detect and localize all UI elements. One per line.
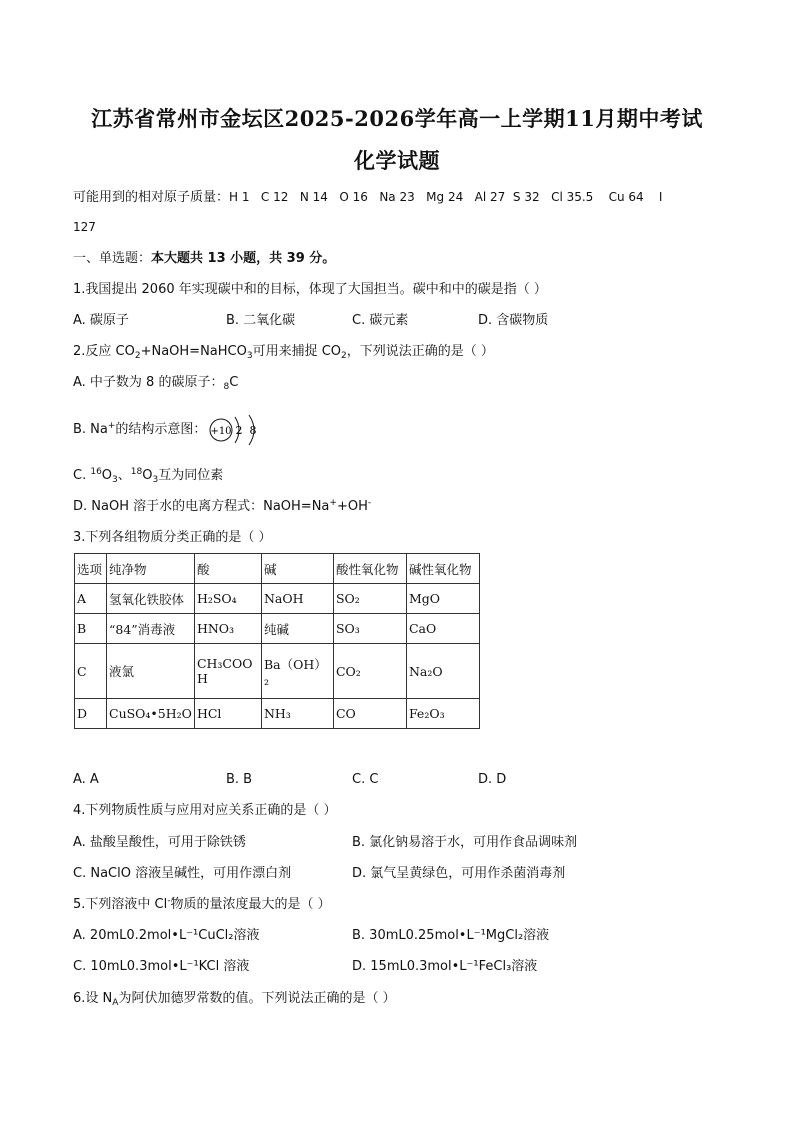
q2-c-sub: 3 [152,475,159,485]
question-2-stem [73,343,494,361]
q5-stem-part: 物质的量浓度最大的是（ ） [170,897,331,912]
q2-a-text: A. 中子数为 8 的碳原子： [73,375,224,390]
table-row [75,699,480,729]
q3-option-b: B. B [226,772,253,787]
q6-stem-part: 6.设 N [73,991,113,1006]
q3-option-d: D. D [478,772,507,787]
table-cell: HCl [194,699,261,729]
q4-option-d: D. 氯气呈黄绿色，可用作杀菌消毒剂 [352,866,566,881]
table-cell: CO₂ [333,644,406,699]
q2-d-sup: - [367,498,372,508]
q3-option-a: A. A [73,772,99,787]
table-cell: SO₃ [333,614,406,644]
q5-stem-sup: - [167,896,171,906]
q2-c-rest: 互为同位素 [158,468,224,483]
q2-d-sup: + [329,498,337,508]
table-cell: CuSO₄•5H₂O [107,699,195,729]
q1-option-b: B. 二氧化碳 [226,313,296,328]
question-1-stem: 1.我国提出 2060 年实现碳中和的目标，体现了大国担当。碳中和中的碳是指（ ） [73,282,547,297]
question-6-stem [73,990,396,1008]
q2-stem-part: +NaOH=NaHCO [140,344,247,359]
table-cell: CaO [406,614,479,644]
table-cell: A [75,584,107,614]
table-cell: Ba（OH）₂ [261,644,333,699]
q3-option-c: C. C [352,772,379,787]
q2-c-o: O [101,468,113,483]
na-ion-structure-diagram [208,412,268,448]
table-cell: 纯碱 [261,614,333,644]
table-cell: “84”消毒液 [107,614,195,644]
atomic-masses-values: H 1 C 12 N 14 O 16 Na 23 Mg 24 Al 27 S 32 Cl 35.5 Cu 64 I [229,190,663,204]
table-row [75,584,480,614]
atomic-masses-label: 可能用到的相对原子质量： [73,190,230,205]
table-row [75,644,480,699]
exam-subtitle: 化学试题 [354,148,440,173]
q2-c-sup: 16 [90,467,102,477]
q2-b-text: 的结构示意图： [115,422,207,437]
table-header-cell: 酸性氧化物 [333,554,406,584]
q2-option-a [73,374,238,392]
q2-d-text: D. NaOH 溶于水的电离方程式：NaOH=Na [73,499,330,514]
q2-c-sup: 18 [130,467,143,477]
table-cell: CH₃COOH [194,644,261,699]
q6-stem-sub: A [112,998,119,1008]
q1-option-c: C. 碳元素 [352,313,409,328]
q2-stem-part: ，下列说法正确的是（ ） [346,344,494,359]
table-cell: B [75,614,107,644]
table-cell: NH₃ [261,699,333,729]
q2-option-c [73,467,223,485]
classification-table [74,553,480,729]
q2-c-prefix: C. [73,468,91,483]
table-cell: CO [333,699,406,729]
q2-a-symbol: C [229,375,239,390]
nucleus-charge: +10 [210,426,232,437]
q5-option-d: D. 15mL0.3mol•L⁻¹FeCl₃溶液 [352,959,538,974]
table-cell: HNO₃ [194,614,261,644]
exam-title: 江苏省常州市金坛区2025-2026学年高一上学期11月期中考试 [91,106,703,131]
q4-option-c: C. NaClO 溶液呈碱性，可用作漂白剂 [73,866,292,881]
table-cell: NaOH [261,584,333,614]
table-header-row [75,554,480,584]
table-cell: SO₂ [333,584,406,614]
q5-stem-part: 5.下列溶液中 Cl [73,897,168,912]
table-cell: C [75,644,107,699]
q2-option-b [73,421,206,439]
q2-b-text: B. Na [73,422,108,437]
table-cell: MgO [406,584,479,614]
table-header-cell: 酸 [194,554,261,584]
q5-option-b: B. 30mL0.25mol•L⁻¹MgCl₂溶液 [352,928,550,943]
table-header-cell: 碱 [261,554,333,584]
q1-option-a: A. 碳原子 [73,313,129,328]
q2-sub: 2 [341,351,347,361]
q5-option-c: C. 10mL0.3mol•L⁻¹KCl 溶液 [73,959,250,974]
question-4-stem: 4.下列物质性质与应用对应关系正确的是（ ） [73,803,337,818]
section-text: 本大题共 13 小题，共 39 分。 [151,251,336,266]
q6-stem-part: 为阿伏加德罗常数的值。下列说法正确的是（ ） [118,991,396,1006]
q4-option-b: B. 氯化钠易溶于水，可用作食品调味剂 [352,835,578,850]
q2-c-o: O [142,468,153,483]
q2-stem-part: 2.反应 CO [73,344,135,359]
atomic-masses-cont: 127 [73,220,96,234]
section-prefix: 一、单选题： [73,251,152,266]
q2-sub: 3 [246,351,253,361]
table-cell: Na₂O [406,644,479,699]
q2-option-d [73,498,371,516]
question-5-stem [73,896,331,914]
q2-d-text: +OH [336,499,368,514]
table-row [75,614,480,644]
shell-1-electrons: 2 [235,424,243,437]
section-heading [73,250,335,268]
table-header-cell: 纯净物 [107,554,195,584]
atomic-masses-line [73,188,662,207]
q2-c-sep: 、 [117,468,131,483]
q2-a-sub: 8 [223,382,230,392]
table-cell: D [75,699,107,729]
shell-2-electrons: 8 [249,424,257,437]
q2-c-sub: 3 [112,475,118,485]
q4-option-a: A. 盐酸呈酸性，可用于除铁锈 [73,835,246,850]
table-cell: 液氯 [107,644,195,699]
q1-option-d: D. 含碳物质 [478,313,549,328]
table-cell: H₂SO₄ [194,584,261,614]
q2-sub: 2 [134,351,141,361]
q2-stem-part: 可用来捕捉 CO [252,344,342,359]
q2-b-sup: + [107,421,116,431]
table-header-cell: 选项 [75,554,107,584]
table-header-cell: 碱性氧化物 [406,554,479,584]
question-3-stem: 3.下列各组物质分类正确的是（ ） [73,530,272,545]
table-cell: Fe₂O₃ [406,699,479,729]
q5-option-a: A. 20mL0.2mol•L⁻¹CuCl₂溶液 [73,928,260,943]
table-cell: 氢氧化铁胶体 [107,584,195,614]
